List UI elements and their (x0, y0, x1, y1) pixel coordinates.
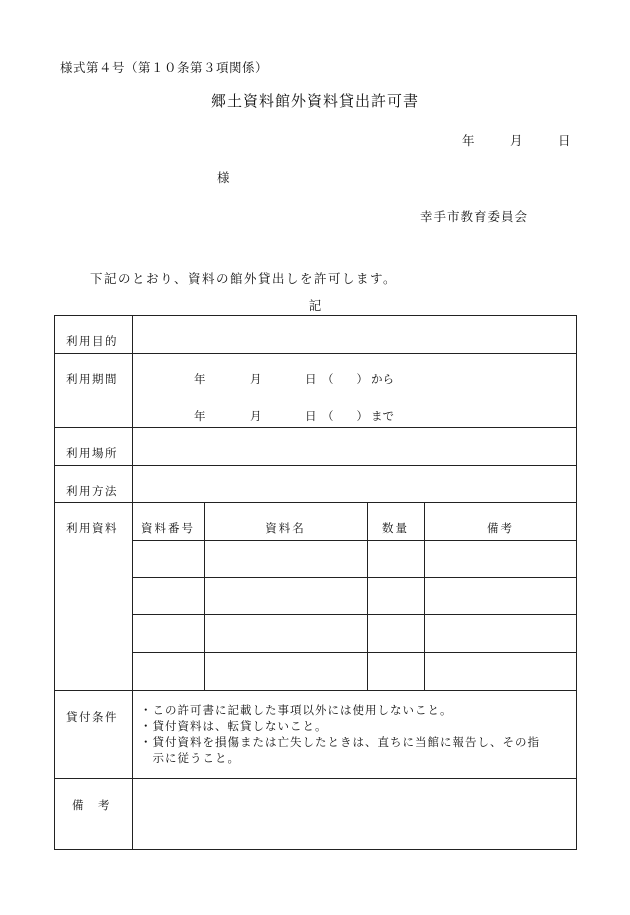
period-end-month: 月 (250, 409, 262, 423)
period-start-month: 月 (250, 372, 262, 386)
date-month: 月 (510, 133, 523, 148)
date-day: 日 (558, 133, 571, 148)
issuer: 幸手市教育委員会 (420, 209, 529, 224)
label-materials: 利用資料 (66, 521, 118, 535)
period-start-suffix: から (371, 372, 394, 386)
period-start-year: 年 (194, 372, 206, 386)
condition-line: 示に従うこと。 (140, 751, 240, 765)
condition-line: ・貸付資料は、転貸しないこと。 (140, 719, 328, 733)
material-row-divider (132, 652, 577, 653)
label-method: 利用方法 (66, 484, 118, 498)
header-material-number: 資料番号 (141, 521, 195, 535)
header-quantity: 数量 (382, 521, 409, 535)
addressee-suffix: 様 (217, 170, 230, 185)
ki-heading: 記 (308, 298, 322, 313)
material-row-divider (132, 540, 577, 541)
period-end-year: 年 (194, 409, 206, 423)
period-end-suffix: まで (371, 409, 394, 423)
label-purpose: 利用目的 (66, 334, 118, 348)
form-number: 様式第４号（第１０条第３項関係） (60, 60, 269, 75)
period-start-day: 日 (305, 372, 317, 386)
label-period: 利用期間 (66, 372, 118, 386)
period-start-weekday: （ ） (322, 372, 368, 386)
document-title: 郷土資料館外資料貸出許可書 (210, 92, 419, 110)
material-row-divider (132, 614, 577, 615)
condition-line: ・貸付資料を損傷または亡失したときは、直ちに当館に報告し、その指 (140, 735, 540, 749)
label-column-divider (132, 315, 133, 850)
label-remarks: 備 考 (72, 798, 111, 812)
label-place: 利用場所 (66, 446, 118, 460)
period-end-weekday: （ ） (322, 409, 368, 423)
header-material-name: 資料名 (265, 521, 306, 535)
period-end-day: 日 (305, 409, 317, 423)
material-row-divider (132, 577, 577, 578)
condition-line: ・この許可書に記載した事項以外には使用しないこと。 (140, 703, 453, 717)
intro-text: 下記のとおり、資料の館外貸出しを許可します。 (90, 271, 398, 286)
header-notes: 備考 (487, 521, 514, 535)
date-year: 年 (462, 133, 475, 148)
label-conditions: 貸付条件 (66, 710, 118, 724)
